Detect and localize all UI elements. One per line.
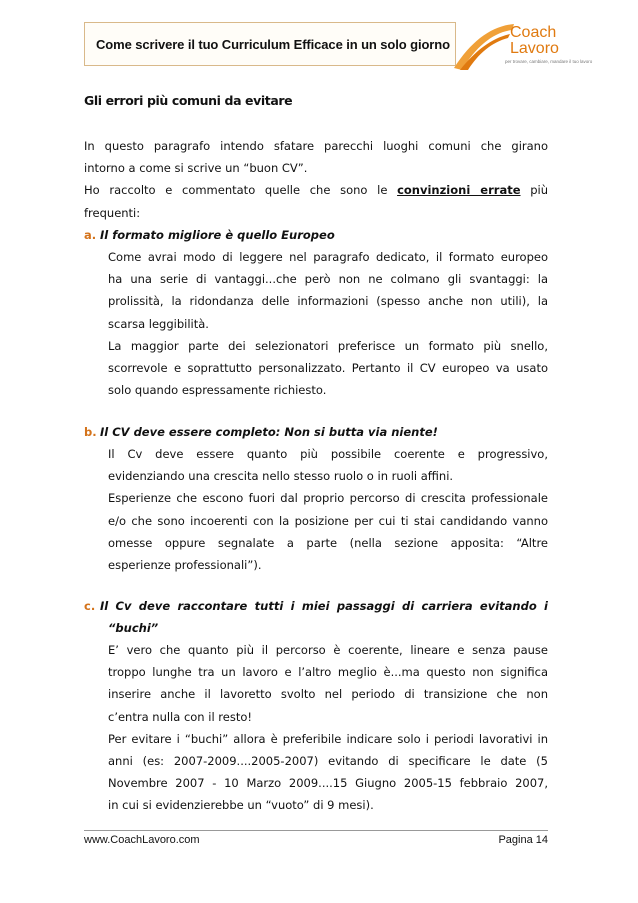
list-item-b-body (108, 443, 548, 576)
list-item-a-heading (84, 224, 548, 246)
body-line: Novembre 2007 - 10 Marzo 2009....15 Giugno 2005-15 febbraio 2007, (108, 776, 548, 791)
logo-text-lavoro: Lavoro (510, 40, 559, 57)
body-line: solo quando espressamente richiesto. (108, 383, 327, 398)
intro-line: frequenti: (84, 205, 141, 220)
logo-tagline: per trovare, cambiare, mandare il tuo lavoro (505, 59, 593, 64)
list-item-c-heading (84, 595, 548, 639)
logo-text-coach: Coach (510, 24, 557, 41)
body-line: e/o che sono incoerenti con la posizione per cui ti stai candidando vanno (108, 513, 548, 528)
list-heading-text: Il Cv deve raccontare tutti i miei passaggi di carriera evitando i (100, 599, 548, 613)
body-line: in cui si evidenzierebbe un “vuoto” di 9 mesi). (108, 798, 374, 813)
body-line: omesse oppure segnalate a parte (nella sezione apposita: “Altre (108, 535, 548, 550)
body-line: prolissità, la ridondanza delle informazioni (spesso anche non utili), la (108, 294, 548, 309)
list-heading-text: Il formato migliore è quello Europeo (100, 228, 335, 242)
body-line: La maggior parte dei selezionatori preferisce un formato più snello, (108, 338, 548, 353)
list-item-c-body (108, 639, 548, 817)
section-title: Gli errori più comuni da evitare (84, 93, 293, 108)
body-line: c’entra nulla con il resto! (108, 709, 252, 724)
body-line: ha una serie di vantaggi...che però non ne colmano gli svantaggi: la (108, 272, 548, 287)
body-line: E’ vero che quanto più il percorso è coerente, lineare e senza pause (108, 643, 548, 657)
highlight-convinzioni-errate: convinzioni errate (397, 183, 521, 198)
footer-divider (84, 830, 548, 831)
header-title: Come scrivere il tuo Curriculum Efficace in un solo giorno (96, 37, 450, 52)
intro-paragraph (84, 135, 548, 224)
body-line: esperienze professionali”). (108, 558, 262, 573)
body-line: troppo lunghe tra un lavoro e l’altro meglio è...ma questo non significa (108, 665, 548, 680)
body-line: evidenziando una crescita nello stesso ruolo o in ruoli affini. (108, 469, 454, 484)
intro-line: In questo paragrafo intendo sfatare parecchi luoghi comuni che girano (84, 139, 548, 153)
list-heading-text: “buchi” (108, 621, 159, 635)
list-heading-text: Il CV deve essere completo: Non si butta via niente! (100, 425, 438, 439)
body-line: scorrevole e soprattutto personalizzato. Pertanto il CV europeo va usato (108, 361, 548, 376)
footer-page-number: Pagina 14 (498, 834, 548, 846)
body-line: Per evitare i “buchi” allora è preferibile indicare solo i periodi lavorativi in (108, 731, 548, 746)
list-marker: c. (84, 599, 96, 613)
intro-line: intorno a come si scrive un “buon CV”. (84, 161, 308, 176)
body-line: Il Cv deve essere quanto più possibile coerente e progressivo, (108, 447, 548, 461)
list-marker: b. (84, 425, 97, 439)
list-item-b-heading (84, 421, 548, 443)
intro-line: Ho raccolto e commentato quelle che sono le convinzioni errate più (84, 183, 548, 198)
list-item-a-body (108, 246, 548, 401)
footer-website: www.CoachLavoro.com (84, 834, 200, 846)
body-line: inserire anche il lavoretto svolto nel periodo di transizione che non (108, 687, 548, 702)
list-marker: a. (84, 228, 97, 242)
body-line: Come avrai modo di leggere nel paragrafo dedicato, il formato europeo (108, 250, 548, 264)
body-line: Esperienze che escono fuori dal proprio percorso di crescita professionale (108, 491, 548, 506)
body-line: anni (es: 2007-2009....2005-2007) evitando di specificare le date (5 (108, 754, 548, 769)
body-line: scarsa leggibilità. (108, 316, 209, 331)
